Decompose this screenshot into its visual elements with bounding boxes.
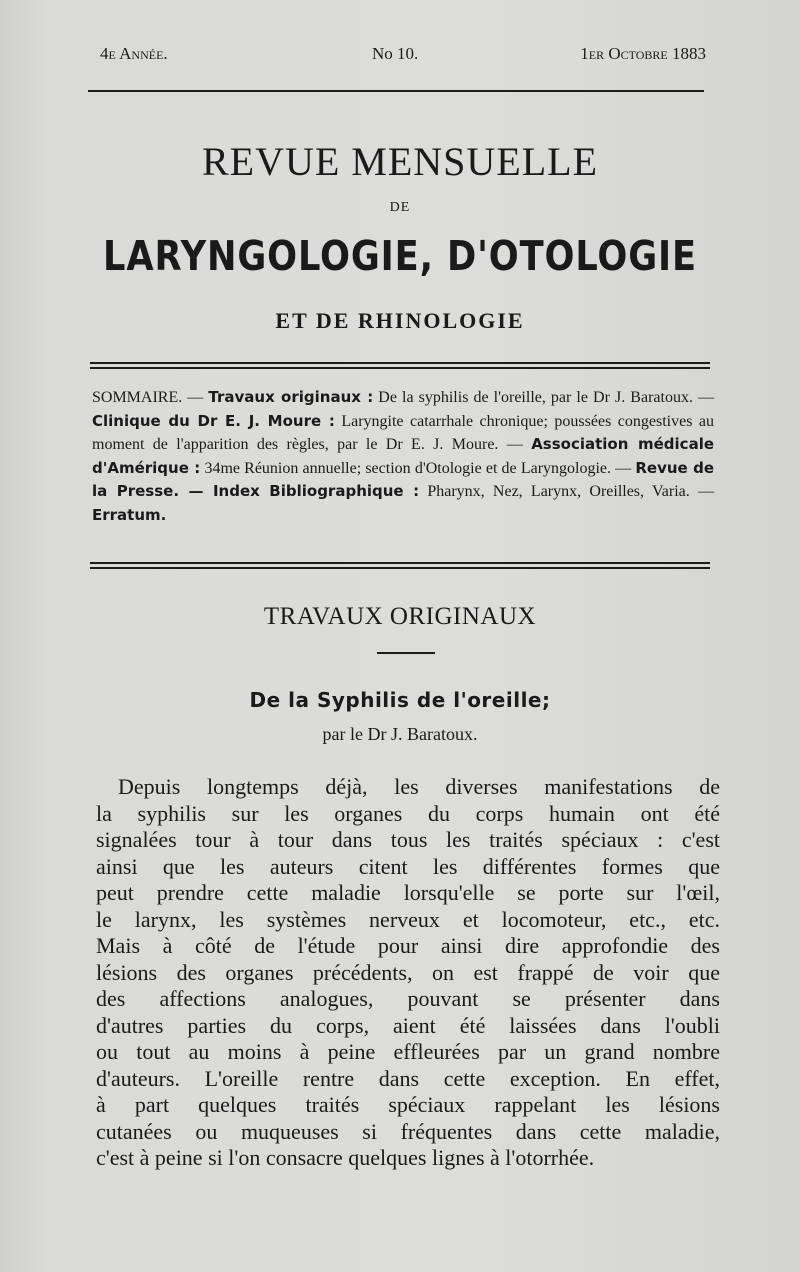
summary-item-3-text: 34me Réunion annuelle; section d'Otologie et de Laryngologie. — [204, 459, 632, 477]
body-line: Depuis longtemps déjà, les diverses manifestations de [118, 774, 720, 799]
body-line: la syphilis sur les organes du corps humain ont été [96, 800, 720, 826]
journal-title-de: DE [389, 200, 411, 215]
body-line: lésions des organes précédents, on est frappé de voir que [96, 959, 720, 985]
section-title: TRAVAUX ORIGINAUX [263, 603, 537, 630]
masthead-date: 1er Octobre 1883 [580, 44, 706, 63]
summary-block [92, 386, 714, 528]
body-line: d'auteurs. L'oreille rentre dans cette exception. En effet, [96, 1065, 720, 1091]
summary-item-3-title: Association médicale d'Amérique : [92, 435, 715, 477]
summary-item-1-title: Travaux originaux : [208, 388, 374, 406]
summary-item-2-title: Clinique du Dr E. J. Moure : [92, 411, 335, 430]
summary-label: SOMMAIRE. — [92, 389, 204, 406]
body-line: à part quelques traités spéciaux rappelant les lésions [96, 1092, 720, 1117]
summary-item-4-title: Revue de la Presse. — Index Bibliographique : [92, 458, 715, 501]
journal-title-line2: LARYNGOLOGIE, D'OTOLOGIE [103, 232, 697, 280]
body-line: le larynx, les systèmes nerveux et locomoteur, etc., etc. [96, 906, 720, 932]
body-line: d'autres parties du corps, aient été laissées dans l'oubli [96, 1012, 720, 1038]
summary-bottom-rule [90, 562, 710, 569]
summary-item-1-text: De la syphilis de l'oreille, par le Dr J. Baratoux. — [378, 389, 715, 406]
summary-top-rule [90, 362, 710, 369]
body-line: signalées tour à tour dans tous les traités spéciaux : c'est [96, 827, 720, 852]
body-line: peut prendre cette maladie lorsqu'elle se porte sur l'œil, [96, 880, 720, 905]
article-body [96, 774, 720, 1172]
summary-item-4-text: Pharynx, Nez, Larynx, Oreilles, Varia. — [427, 483, 715, 501]
article-title: De la Syphilis de l'oreille; [249, 688, 551, 712]
masthead [100, 44, 706, 70]
summary-item-2-text: Laryngite catarrhale chronique; poussées congestives au moment de l'apparition des règles, par le Dr E. J. Moure. — [92, 412, 714, 454]
body-line: des affections analogues, pouvant se présenter dans [96, 986, 720, 1011]
journal-title-line3: ET DE RHINOLOGIE [275, 308, 525, 333]
masthead-number: No 10. [372, 44, 419, 63]
body-line: ou tout au moins à peine effleurées par un grand nombre [96, 1039, 720, 1064]
article-byline: par le Dr J. Baratoux. [322, 724, 478, 744]
body-line: cutanées ou muqueuses si fréquentes dans cette maladie, [96, 1118, 720, 1144]
journal-title-line1: REVUE MENSUELLE [201, 139, 599, 184]
masthead-year: 4e Année. [100, 44, 168, 63]
section-divider [377, 652, 435, 654]
top-rule [88, 90, 704, 92]
body-line: ainsi que les auteurs citent les différentes formes que [96, 853, 720, 879]
summary-item-5-title: Erratum. [92, 505, 167, 524]
body-line: Mais à côté de l'étude pour ainsi dire approfondie des [96, 933, 720, 958]
body-line: c'est à peine si l'on consacre quelques lignes à l'otorrhée. [96, 1145, 595, 1170]
